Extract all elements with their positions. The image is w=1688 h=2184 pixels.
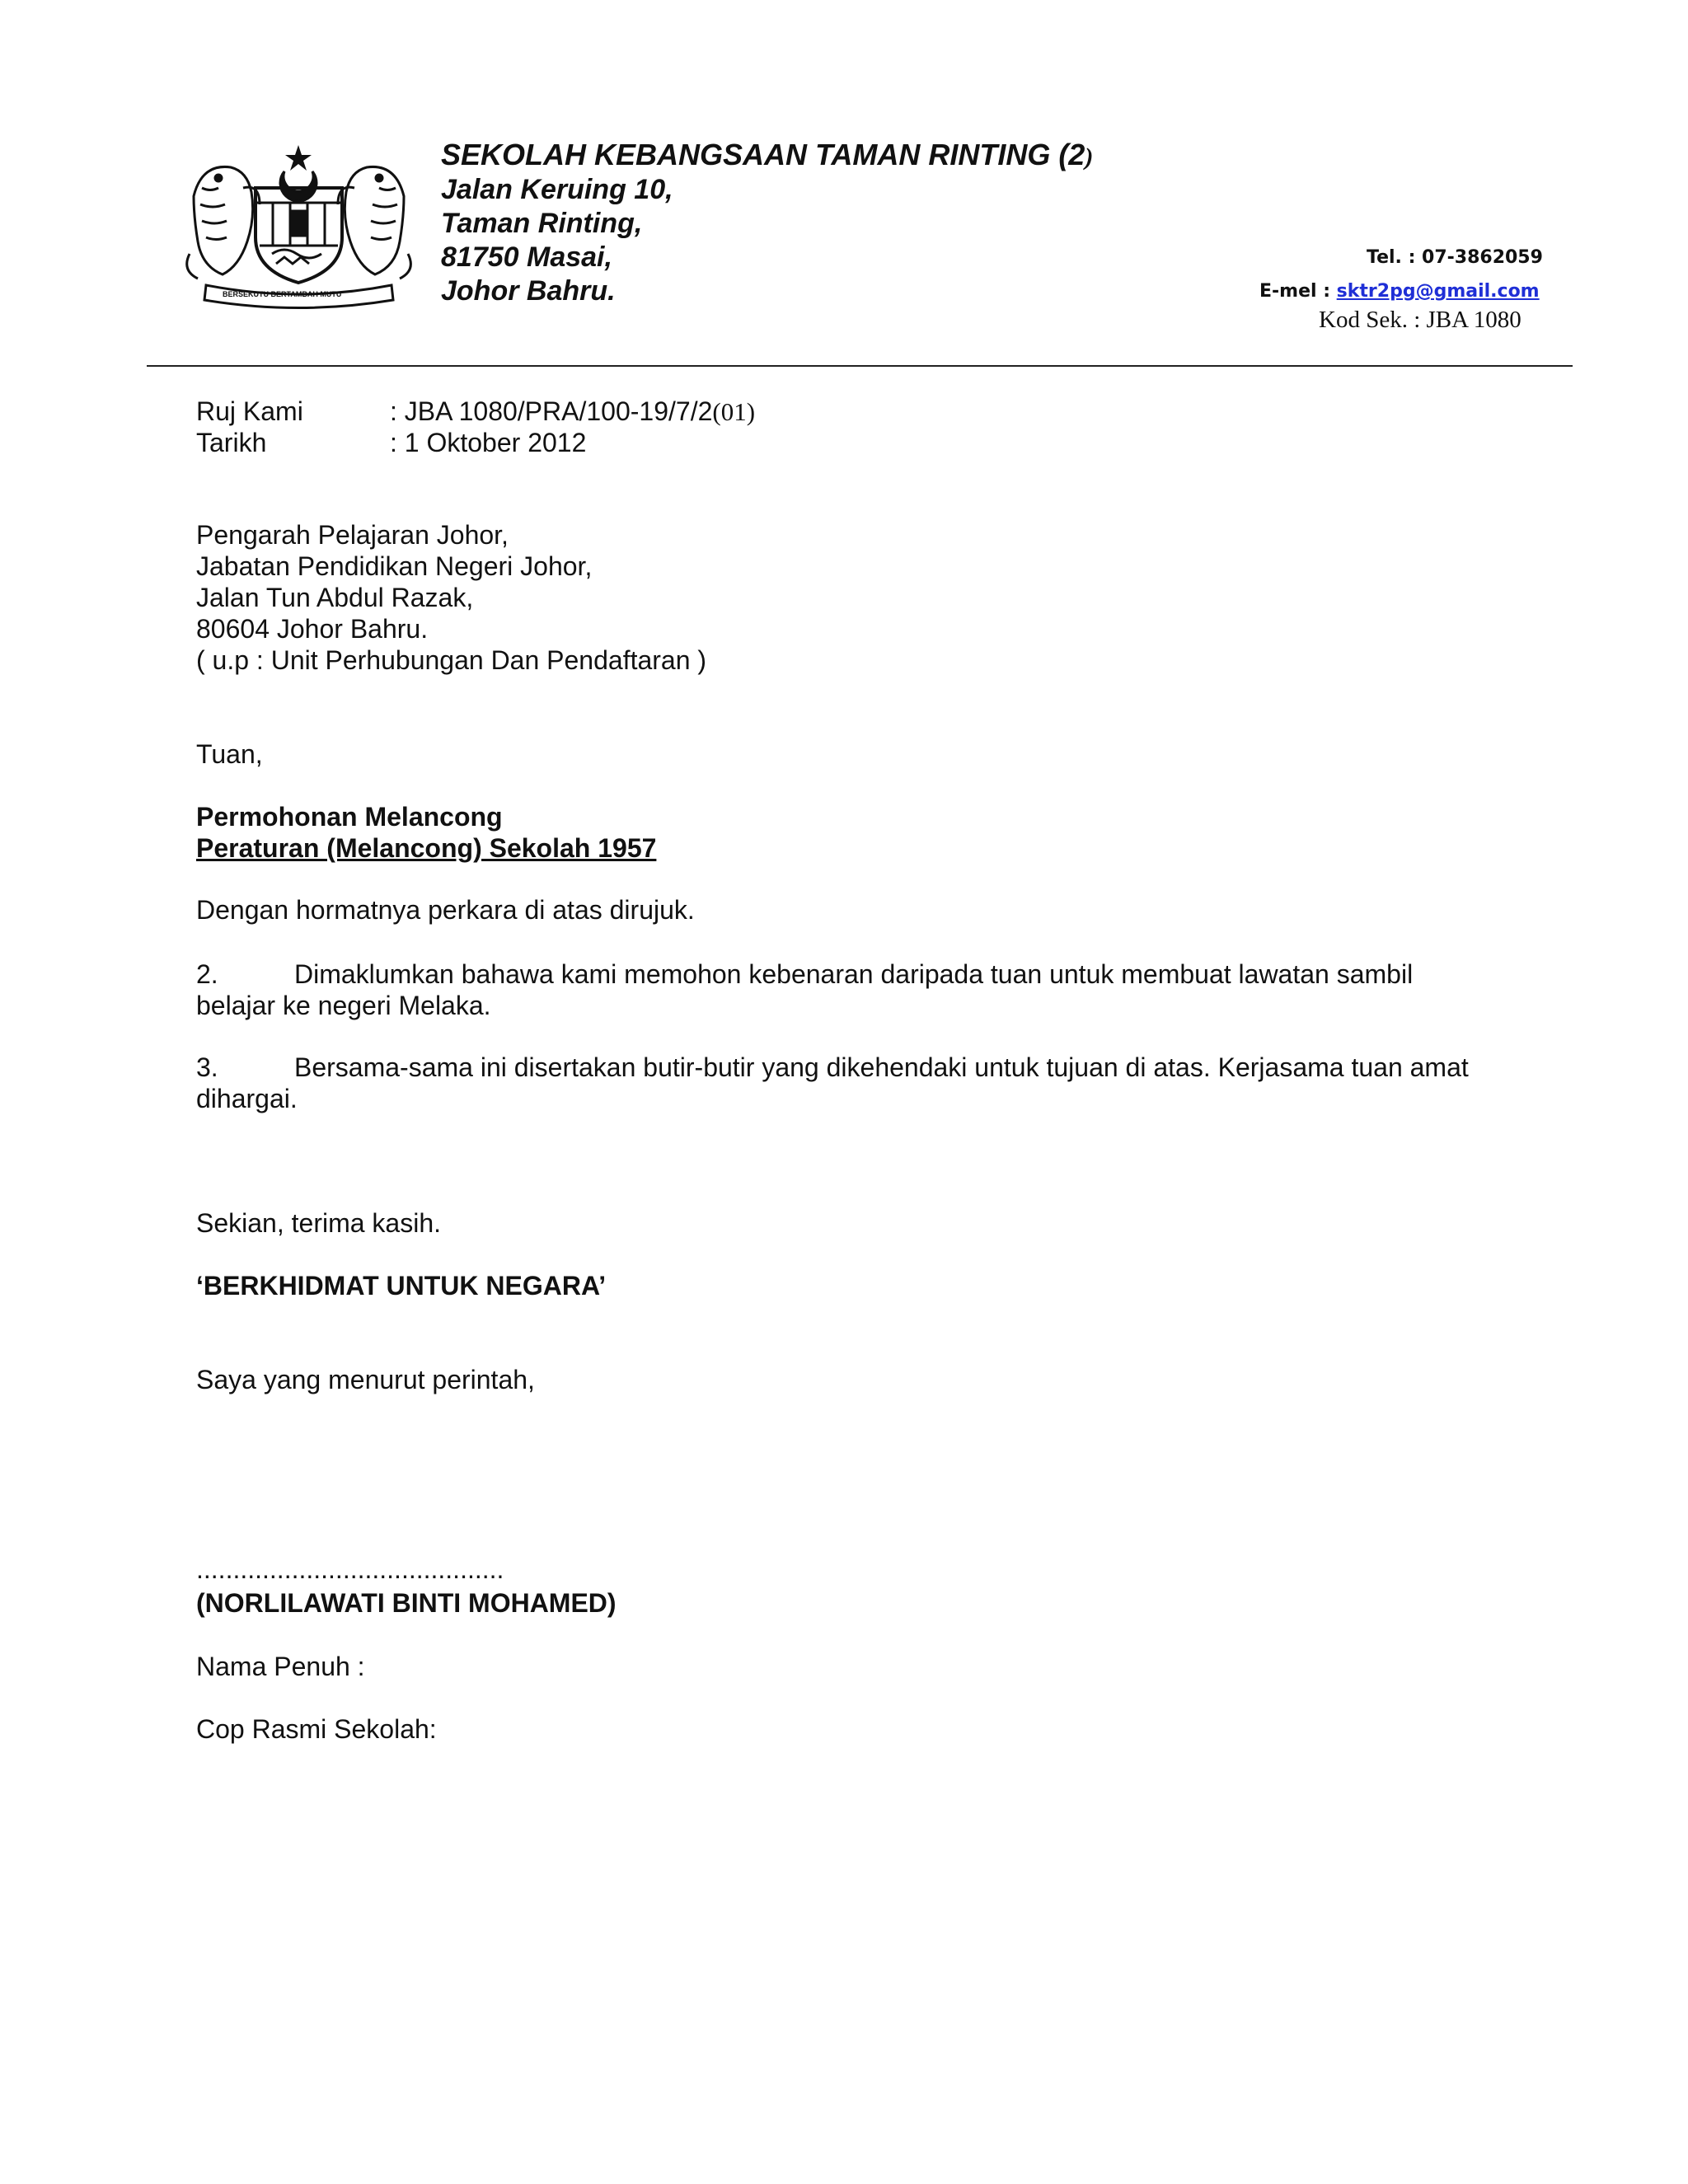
subject-line-1: Permohonan Melancong — [196, 802, 503, 832]
para2-line-2: belajar ke negeri Melaka. — [196, 991, 491, 1020]
email-row — [1259, 281, 1540, 302]
salutation: Tuan, — [196, 739, 263, 769]
ruj-value: : JBA 1080/PRA/100-19/7/2(01) — [390, 396, 756, 426]
subject-line-2: Peraturan (Melancong) Sekolah 1957 — [196, 833, 657, 863]
recipient-line-5: ( u.p : Unit Perhubungan Dan Pendaftaran ) — [196, 645, 707, 675]
tarikh-value: : 1 Oktober 2012 — [390, 428, 587, 457]
telephone: Tel. : 07-3862059 — [1367, 247, 1543, 268]
para3-line-1: Bersama-sama ini disertakan butir-butir yang dikehendaki untuk tujuan di atas. Kerjasama tuan amat — [294, 1052, 1469, 1082]
nama-penuh-label: Nama Penuh : — [196, 1652, 365, 1681]
coat-of-arms-logo — [177, 138, 420, 312]
signature-dots: .......................................... — [196, 1554, 504, 1584]
school-name: SEKOLAH KEBANGSAAN TAMAN RINTING (2) — [441, 138, 1094, 171]
header-divider — [147, 365, 1573, 367]
tarikh-label: Tarikh — [196, 428, 267, 457]
opening-paragraph: Dengan hormatnya perkara di atas dirujuk. — [196, 895, 695, 925]
motto: ‘BERKHIDMAT UNTUK NEGARA’ — [196, 1271, 607, 1301]
para3-line-2: dihargai. — [196, 1084, 298, 1113]
crest-scroll-text: BERSEKUTU BERTAMBAH MUTU — [223, 290, 342, 298]
email-label: E-mel : — [1259, 281, 1337, 302]
cop-rasmi-label: Cop Rasmi Sekolah: — [196, 1714, 437, 1744]
signatory-name: (NORLILAWATI BINTI MOHAMED) — [196, 1588, 617, 1618]
address-line-3: 81750 Masai, — [441, 241, 612, 273]
recipient-line-2: Jabatan Pendidikan Negeri Johor, — [196, 551, 593, 581]
para2-line-1: Dimaklumkan bahawa kami memohon kebenaran daripada tuan untuk membuat lawatan sambil — [294, 959, 1414, 989]
recipient-line-4: 80604 Johor Bahru. — [196, 614, 429, 644]
closing-thanks: Sekian, terima kasih. — [196, 1208, 442, 1238]
address-line-1: Jalan Keruing 10, — [441, 174, 673, 205]
address-line-2: Taman Rinting, — [441, 208, 643, 239]
email-link[interactable]: sktr2pg@gmail.com — [1336, 281, 1540, 302]
para2-number: 2. — [196, 959, 218, 989]
address-line-4: Johor Bahru. — [441, 275, 616, 307]
para3-number: 3. — [196, 1052, 218, 1082]
recipient-line-3: Jalan Tun Abdul Razak, — [196, 583, 474, 612]
recipient-line-1: Pengarah Pelajaran Johor, — [196, 520, 509, 550]
ruj-label: Ruj Kami — [196, 396, 303, 426]
kod-sekolah: Kod Sek. : JBA 1080 — [1319, 307, 1522, 333]
sign-off: Saya yang menurut perintah, — [196, 1365, 535, 1394]
